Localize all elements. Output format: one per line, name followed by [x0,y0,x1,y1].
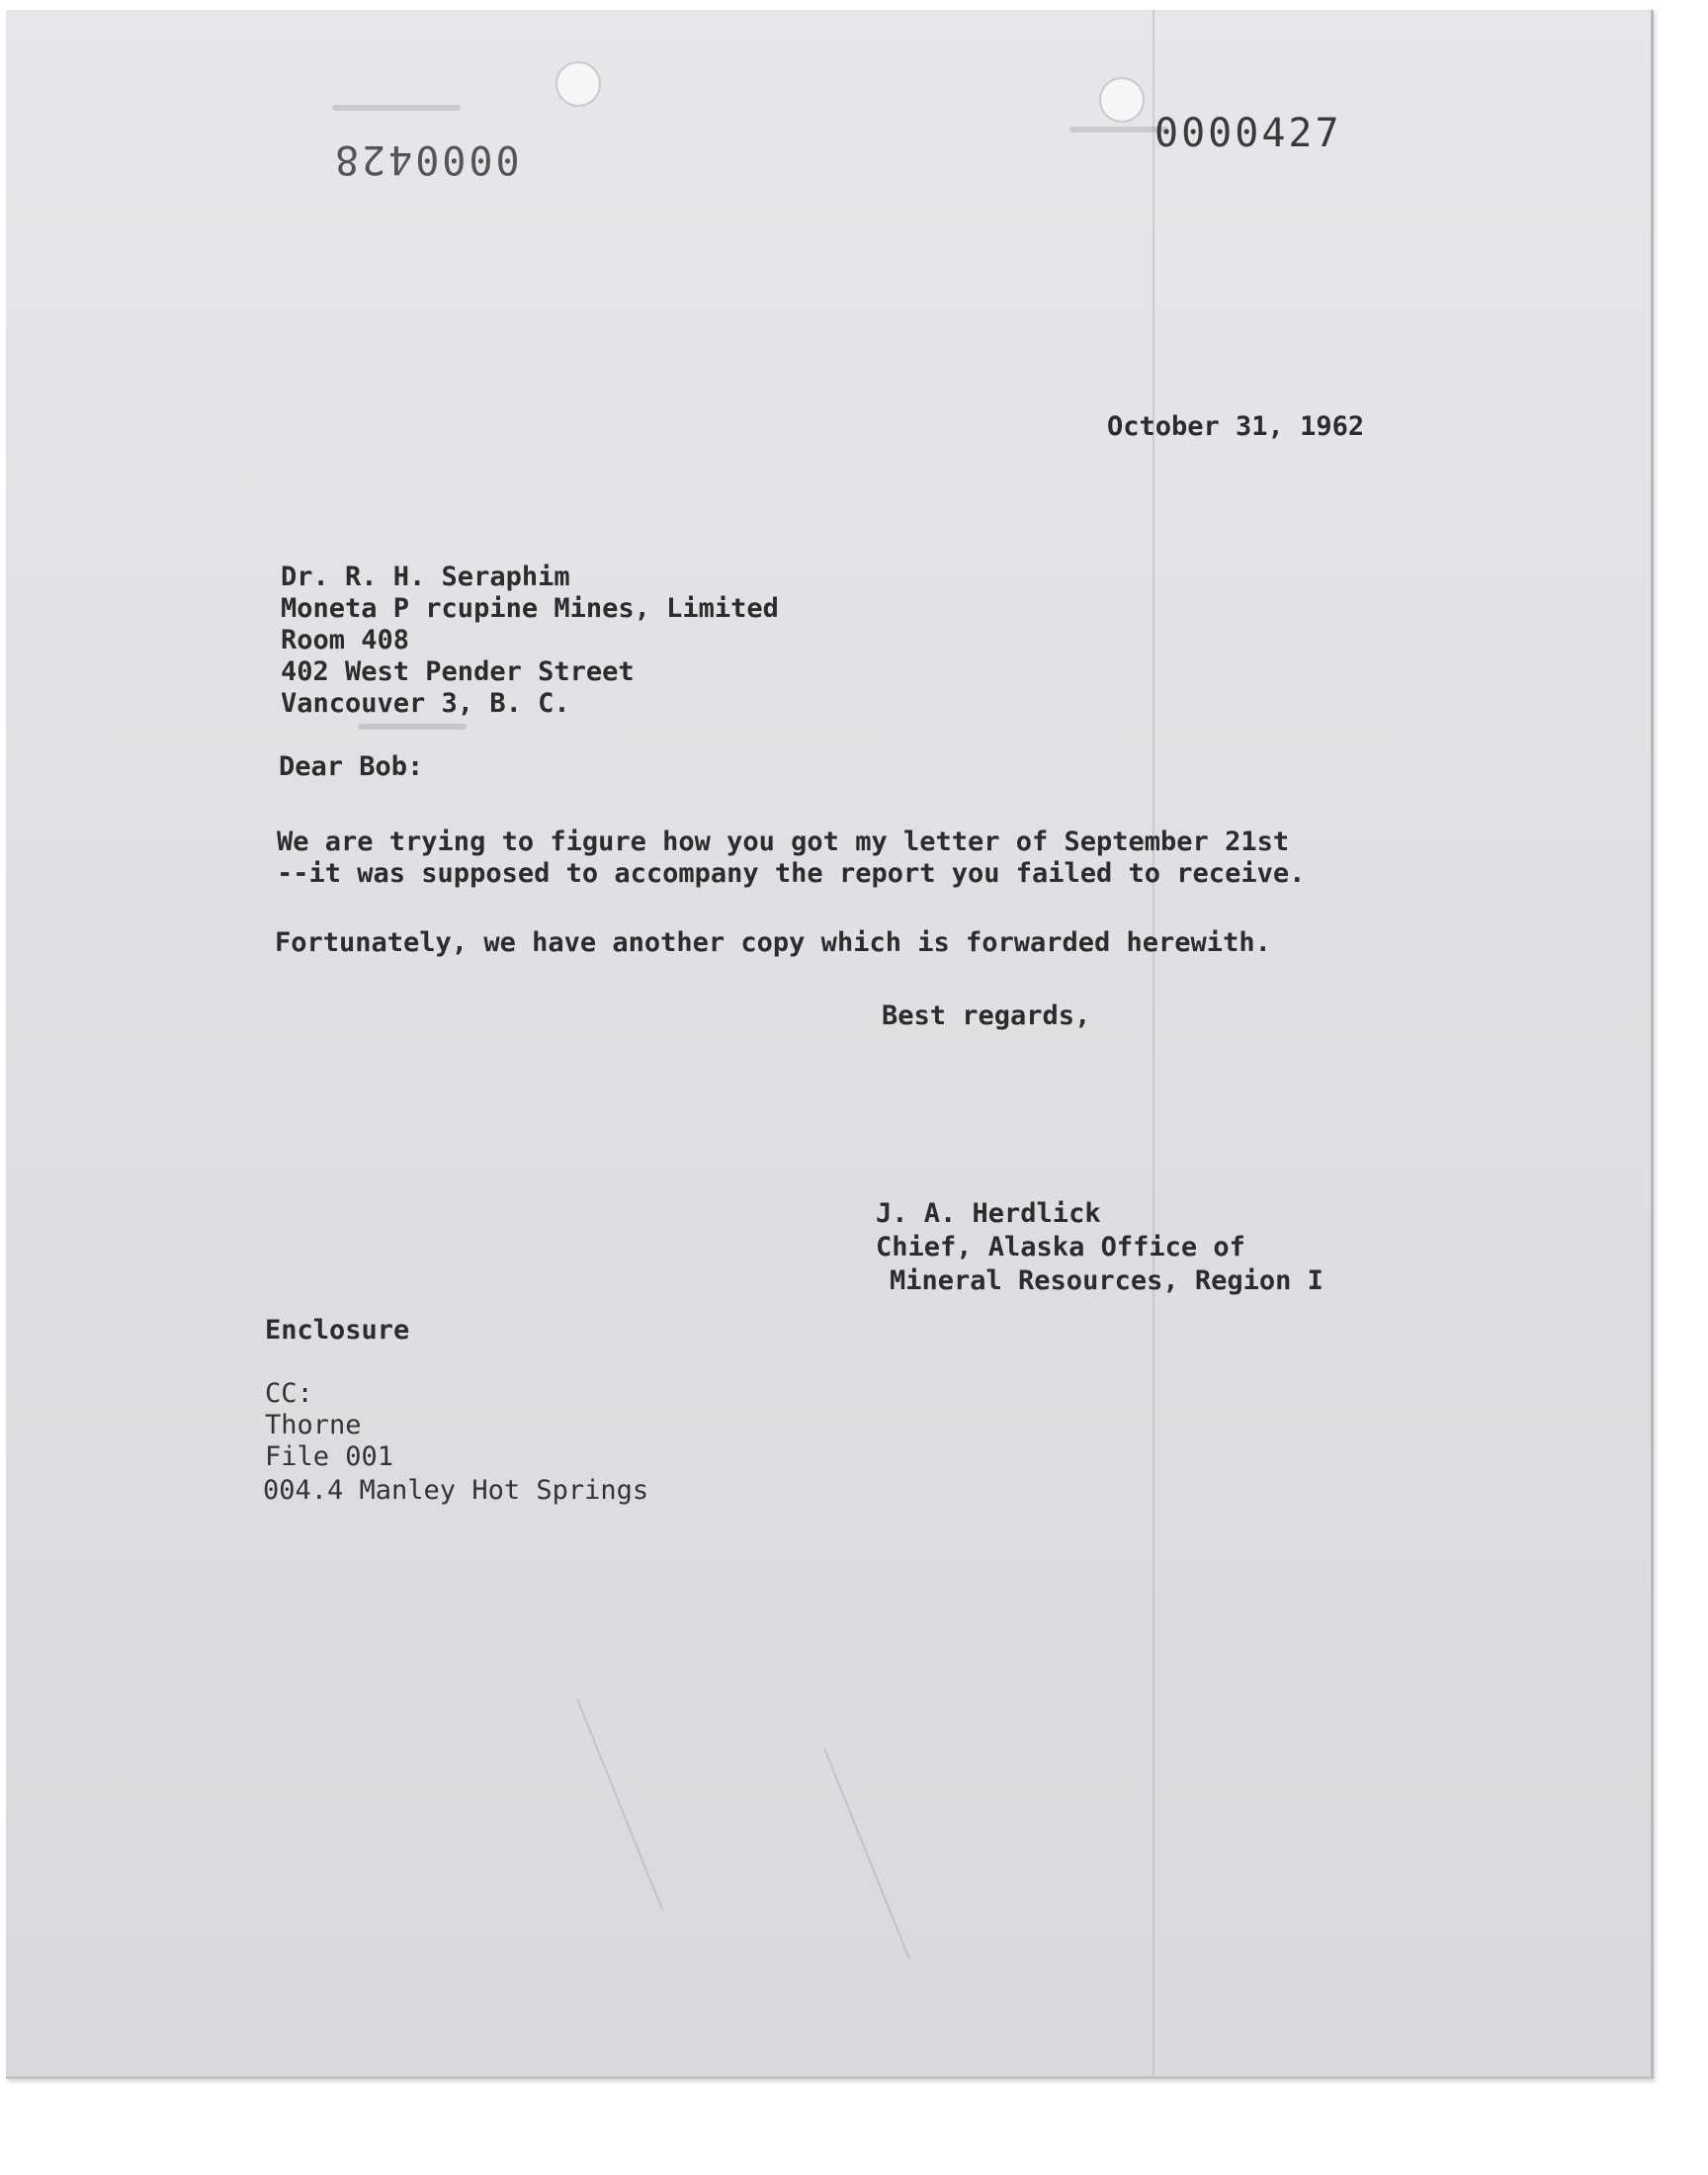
cc-label: CC: [265,1378,313,1409]
fold-line [1153,10,1154,2076]
paper-crease [576,1698,663,1910]
faint-mark [358,724,467,730]
faint-mark [332,105,461,111]
punch-hole [1099,77,1145,123]
signer-title-line-1: Chief, Alaska Office of [876,1232,1245,1262]
file-number-stamp: 0000427 [1154,111,1342,156]
body-paragraph-2: Fortunately, we have another copy which is forwarded herewith. [275,927,1271,958]
recipient-city: Vancouver 3, B. C. [281,688,570,719]
recipient-company: Moneta P rcupine Mines, Limited [281,593,779,624]
body-paragraph-1-line-1: We are trying to figure how you got my letter of September 21st [277,826,1290,857]
faint-mark [1069,127,1168,132]
enclosure-note: Enclosure [265,1315,410,1346]
cc-entry: 004.4 Manley Hot Springs [263,1475,649,1506]
file-number-stamp-inverted: 0000428 [332,136,520,182]
salutation: Dear Bob: [279,751,424,782]
letter-date: October 31, 1962 [1107,411,1365,442]
body-paragraph-1-line-2: --it was supposed to accompany the report you failed to receive. [277,858,1306,889]
signer-name: J. A. Herdlick [876,1198,1101,1229]
closing: Best regards, [882,1000,1091,1031]
recipient-name: Dr. R. H. Seraphim [281,562,570,592]
signer-title-line-2: Mineral Resources, Region I [890,1265,1324,1296]
recipient-street: 402 West Pender Street [281,656,635,687]
cc-entry: File 001 [265,1441,394,1472]
document-page [6,10,1654,2079]
punch-hole [555,61,601,107]
recipient-room: Room 408 [281,625,410,655]
paper-crease [823,1748,910,1959]
cc-entry: Thorne [265,1410,362,1440]
